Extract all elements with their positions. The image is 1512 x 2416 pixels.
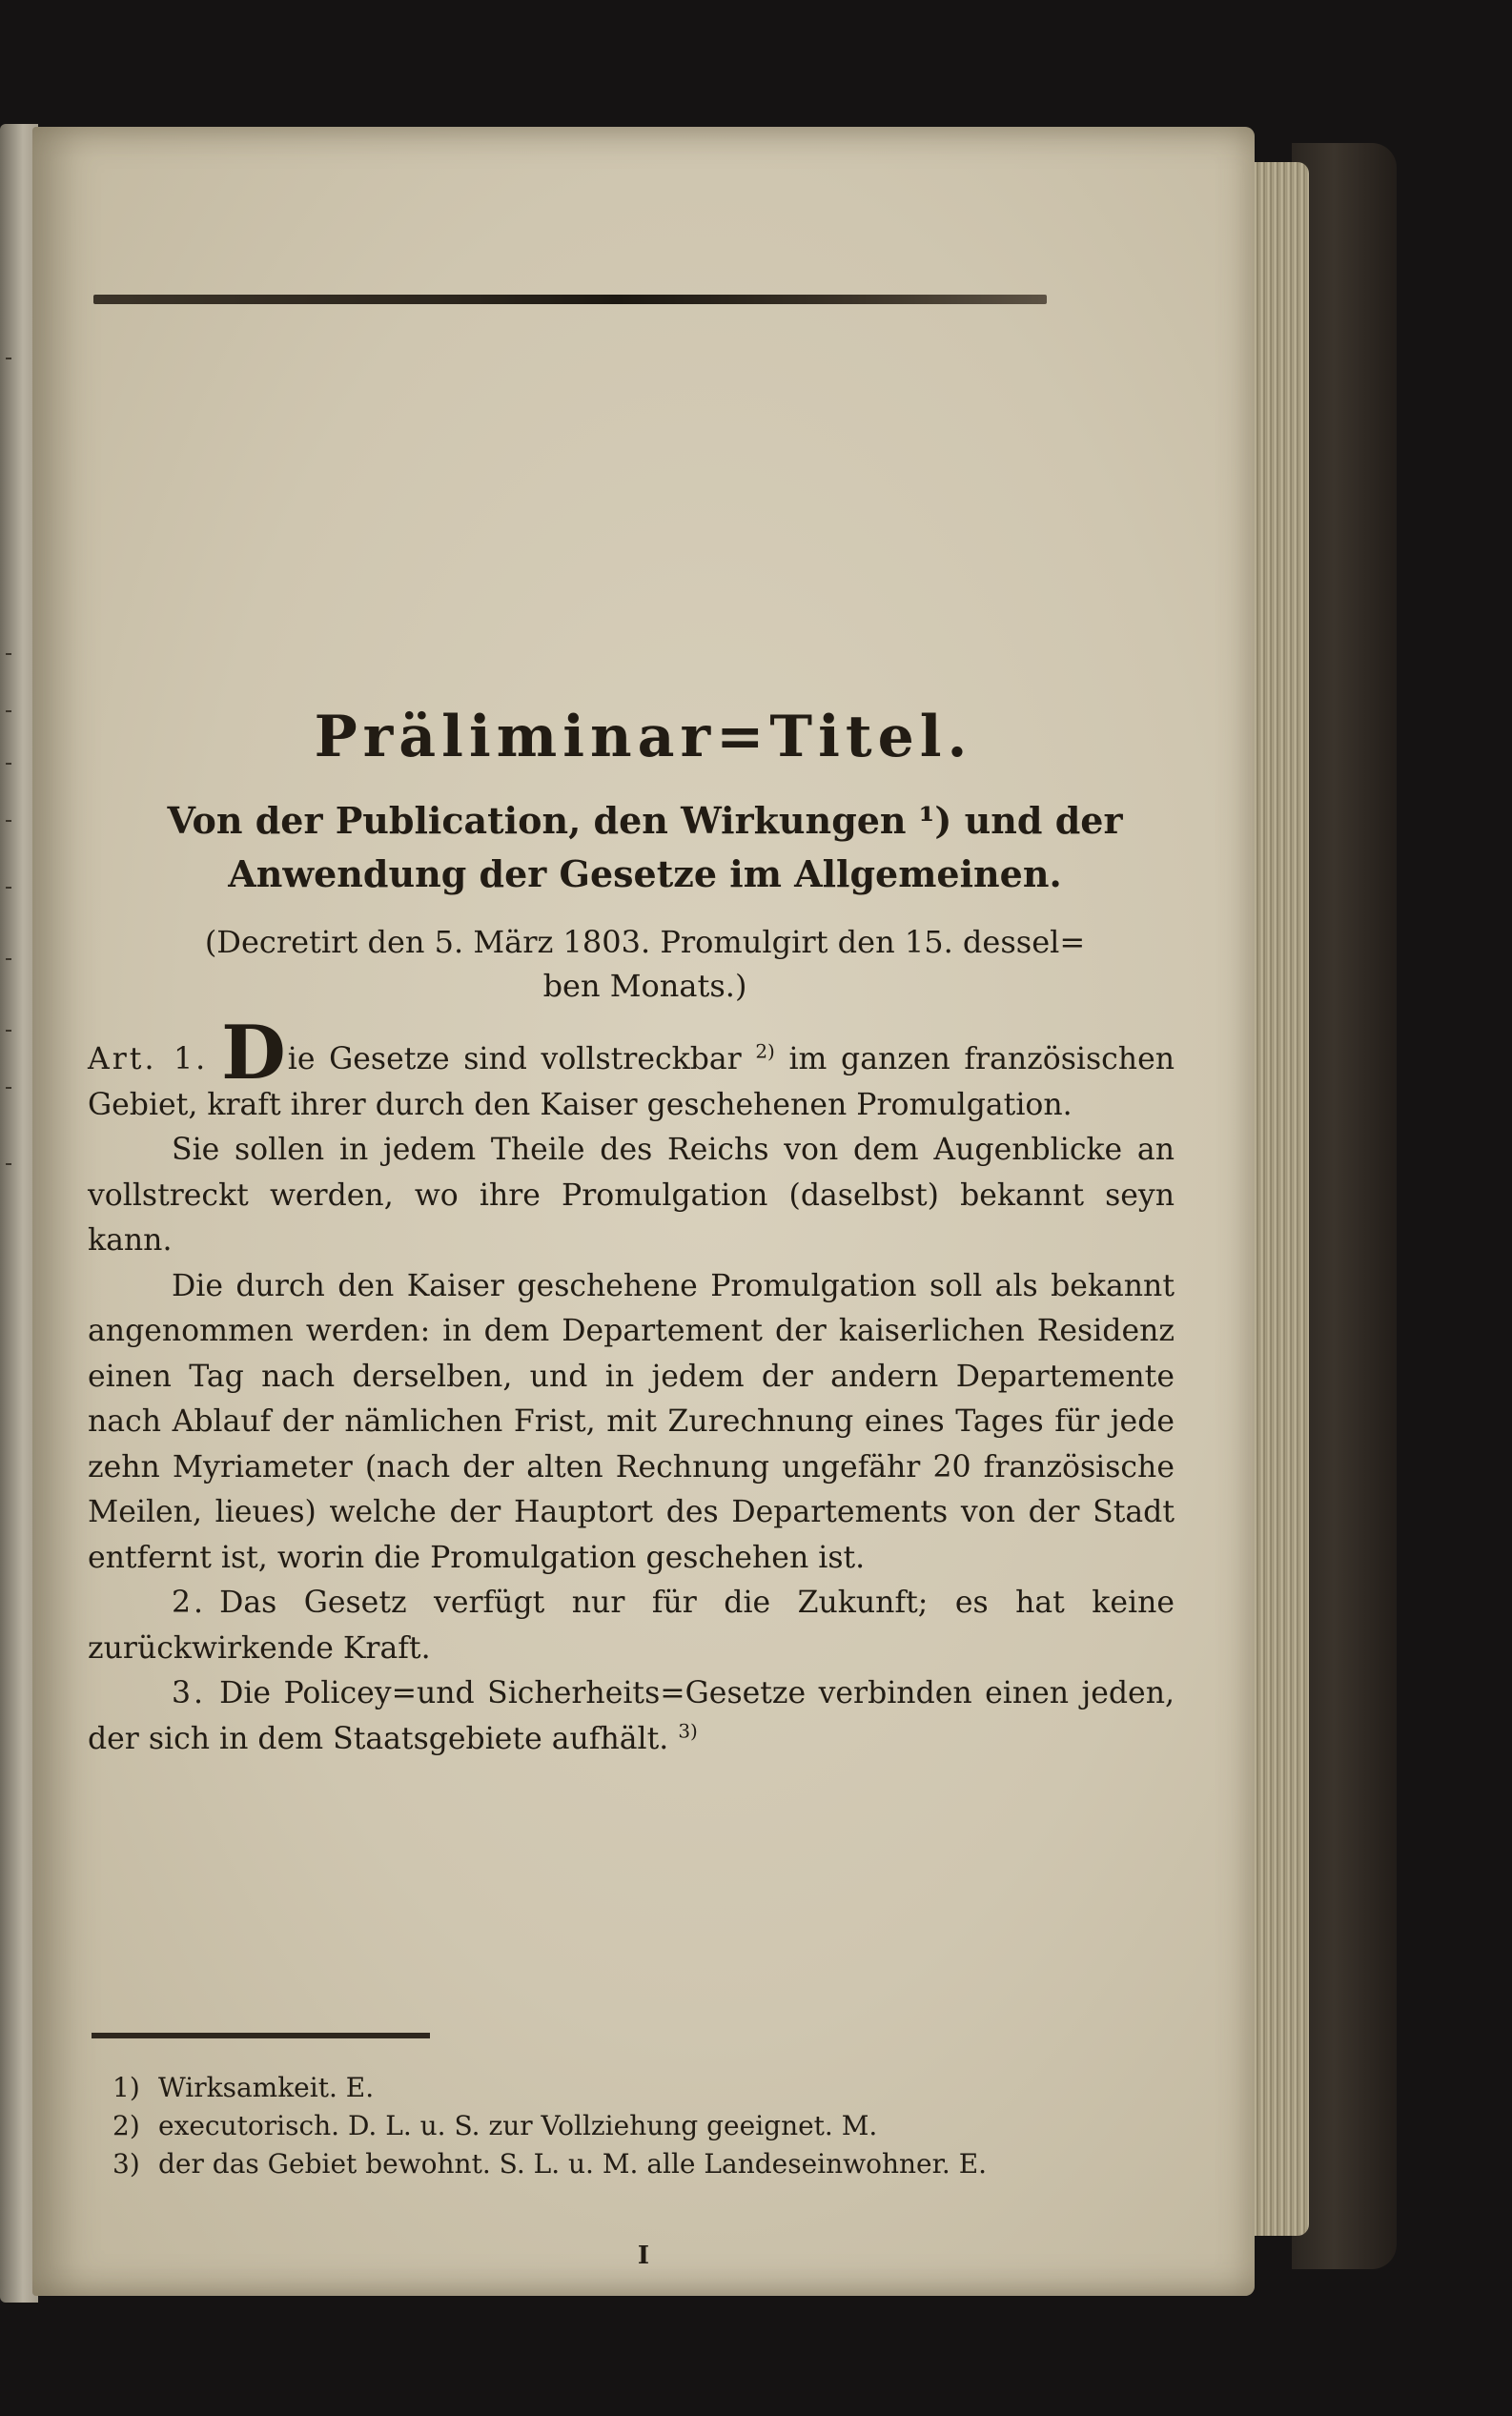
article-text: im ganzen französischen Gebiet, kraft ihrer durch den Kaiser geschehenen Promulgation.: [88, 1042, 1175, 1122]
footnote-number: 2): [112, 2110, 140, 2141]
footnote-text: Wirksamkeit. E.: [158, 2072, 375, 2103]
article-text: ie Gesetze sind vollstreckbar: [287, 1042, 756, 1076]
header-rule: [93, 295, 1047, 304]
signature-mark: I: [637, 2242, 650, 2270]
footnote-ref: 3): [678, 1719, 698, 1742]
footnote-rule: [92, 2033, 430, 2038]
footnote-number: 3): [112, 2148, 140, 2180]
footnotes: [112, 2069, 1171, 2183]
book-page: [32, 127, 1255, 2296]
decree-line: (Decretirt den 5. März 1803. Promulgirt den 15. dessel=: [204, 924, 1086, 960]
decree-line: ben Monats.): [542, 968, 747, 1004]
article-2: [88, 1581, 1175, 1671]
article-1: [88, 1010, 1175, 1128]
footnote: [112, 2145, 1171, 2183]
body-text: [88, 1010, 1175, 1762]
subtitle-line: Von der Publication, den Wirkungen ¹) und der: [167, 799, 1123, 842]
drop-cap: D: [221, 1010, 286, 1096]
footnote-text: executorisch. D. L. u. S. zur Vollziehung geeignet. M.: [158, 2110, 878, 2141]
chapter-title: Präliminar=Titel.: [314, 704, 973, 770]
footnote: [112, 2107, 1171, 2145]
article-label: 3.: [172, 1676, 207, 1710]
paragraph: Sie sollen in jedem Theile des Reichs von dem Augenblicke an vollstreckt werden, wo ihre Promulgation (daselbst) bekannt seyn kann.: [88, 1133, 1175, 1258]
paragraph: Die durch den Kaiser geschehene Promulgation soll als bekannt angenommen werden: in dem Departement der kaiserlichen Residenz einen Tag nach derselben, und in jedem der andern Departemente nach Ablauf der nämlichen Frist, mit Zurechnung eines Tages für jede zehn Myriameter (nach der alten Rechnung ungefähr 20 französische Meilen, lieues) welche der Hauptort des Departements von der Stadt entfernt ist, worin die Promulgation geschehen ist.: [88, 1268, 1175, 1575]
footnote-text: der das Gebiet bewohnt. S. L. u. M. alle Landeseinwohner. E.: [158, 2148, 988, 2180]
chapter-subtitle: [118, 794, 1172, 901]
article-text: Das Gesetz verfügt nur für die Zukunft; es hat keine zurückwirkende Kraft.: [88, 1586, 1175, 1666]
article-label: Art. 1.: [88, 1042, 209, 1076]
footnote-number: 1): [112, 2072, 140, 2103]
decree-note: [118, 920, 1172, 1008]
article-text: Die Policey=und Sicherheits=Gesetze verbinden einen jeden, der sich in dem Staatsgebiete aufhält.: [88, 1676, 1175, 1756]
footnote-ref: 2): [755, 1039, 775, 1063]
article-3: [88, 1671, 1175, 1762]
subtitle-line: Anwendung der Gesetze im Allgemeinen.: [228, 852, 1062, 895]
footnote: [112, 2069, 1171, 2107]
article-label: 2.: [172, 1586, 207, 1620]
